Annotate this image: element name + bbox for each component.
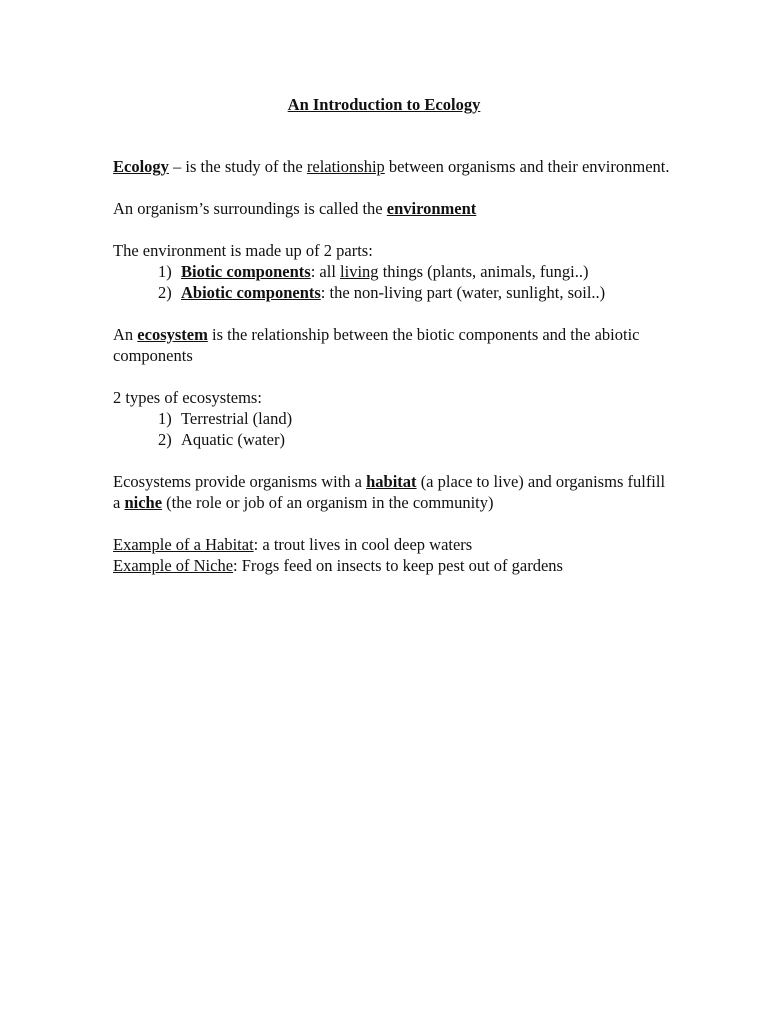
biotic-text-after: things (plants, animals, fungi..) xyxy=(378,262,589,281)
document-body xyxy=(113,156,673,576)
habitat-niche-paragraph xyxy=(113,471,673,513)
ecosystem-text-after: is the relationship between the biotic components and the abiotic components xyxy=(113,325,640,365)
example-habitat-text: : a trout lives in cool deep waters xyxy=(253,535,473,554)
page-title: An Introduction to Ecology xyxy=(287,95,481,114)
environment-definition xyxy=(113,198,673,219)
living-keyword: living xyxy=(340,262,379,281)
list-item-biotic xyxy=(113,261,673,282)
aquatic-text: Aquatic (water) xyxy=(181,430,285,449)
types-intro: 2 types of ecosystems: xyxy=(113,388,262,407)
ecology-text-after: between organisms and their environment. xyxy=(384,157,670,176)
types-list xyxy=(113,408,673,450)
ecology-text-before: – is the study of the xyxy=(168,157,307,176)
example-niche-label: Example of Niche xyxy=(113,556,234,575)
niche-text-3: (the role or job of an organism in the community) xyxy=(162,493,494,512)
ecology-term: Ecology xyxy=(113,157,169,176)
list-number: 2) xyxy=(158,430,172,449)
environment-text-before: An organism’s surroundings is called the xyxy=(113,199,387,218)
list-item-abiotic xyxy=(113,282,673,303)
biotic-term: Biotic components xyxy=(181,262,311,281)
list-number: 1) xyxy=(158,409,172,428)
environment-keyword: environment xyxy=(386,199,477,218)
example-niche xyxy=(113,555,673,576)
habitat-keyword: habitat xyxy=(366,472,417,491)
example-niche-text: : Frogs feed on insects to keep pest out of gardens xyxy=(233,556,563,575)
parts-intro: The environment is made up of 2 parts: xyxy=(113,241,373,260)
parts-list xyxy=(113,261,673,303)
habitat-text-1: Ecosystems provide organisms with a xyxy=(113,472,367,491)
ecosystem-definition xyxy=(113,324,673,366)
list-item-aquatic xyxy=(113,429,673,450)
list-number: 1) xyxy=(158,262,172,281)
biotic-text-before: : all xyxy=(310,262,341,281)
habitat-text-2: (a place to live) and organisms fulfill a xyxy=(113,472,666,512)
example-habitat xyxy=(113,534,673,555)
ecosystem-keyword: ecosystem xyxy=(137,325,208,344)
terrestrial-text: Terrestrial (land) xyxy=(181,409,293,428)
list-item-terrestrial xyxy=(113,408,673,429)
list-number: 2) xyxy=(158,283,172,302)
ecology-definition xyxy=(113,156,673,177)
relationship-keyword: relationship xyxy=(306,157,385,176)
abiotic-term: Abiotic components xyxy=(181,283,321,302)
ecosystem-text-before: An xyxy=(113,325,138,344)
example-habitat-label: Example of a Habitat xyxy=(113,535,254,554)
abiotic-text-after: : the non-living part (water, sunlight, soil..) xyxy=(320,283,606,302)
niche-keyword: niche xyxy=(124,493,163,512)
